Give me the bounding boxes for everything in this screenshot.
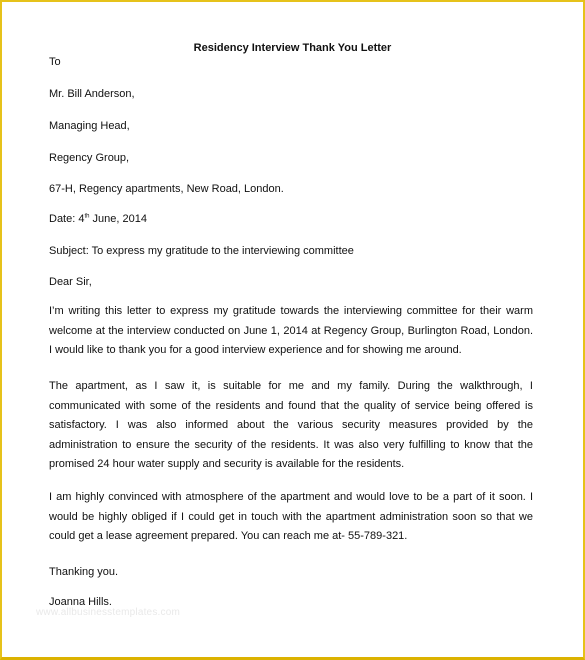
recipient-name: Mr. Bill Anderson, <box>49 88 135 100</box>
salutation: Dear Sir, <box>49 276 92 288</box>
letter-subject: Subject: To express my gratitude to the interviewing committee <box>49 245 354 257</box>
watermark: www.allbusinesstemplates.com <box>36 607 180 618</box>
letter-date <box>49 213 147 225</box>
body-paragraph-1: I’m writing this letter to express my gratitude towards the interviewing committee for their warm welcome at the interview conducted on June 1, 2014 at Regency Group, Burlington Road, London. I would like to thank you for a good interview experience and for showing me around. <box>49 305 533 357</box>
signature: Joanna Hills. <box>49 596 112 608</box>
closing: Thanking you. <box>49 566 119 578</box>
recipient-title: Managing Head, <box>49 120 130 132</box>
body-paragraph-2: The apartment, as I saw it, is suitable for me and my family. During the walkthrough, I communicated with some of the residents and found that the quality of service being offered is satisfactory. I was also informed about the various security measures provided by the administration to ensure the security of the residents. It was also very fulfilling to know that the promised 24 hour water supply and security is available for the residents. <box>49 380 533 471</box>
body-paragraph-3: I am highly convinced with atmosphere of the apartment and would love to be a part of it soon. I would be highly obliged if I could get in touch with the apartment administration soon so that we could get a lease agreement prepared. You can reach me at- 55-789-321. <box>49 491 533 543</box>
date-ordinal-suffix: th <box>84 213 90 220</box>
recipient-address: 67-H, Regency apartments, New Road, London. <box>49 183 284 195</box>
date-rest: June, 2014 <box>89 213 147 225</box>
recipient-company: Regency Group, <box>49 152 130 164</box>
to-label: To <box>49 56 61 68</box>
date-label: Date: 4 <box>49 213 85 225</box>
letter-title: Residency Interview Thank You Letter <box>193 42 392 54</box>
